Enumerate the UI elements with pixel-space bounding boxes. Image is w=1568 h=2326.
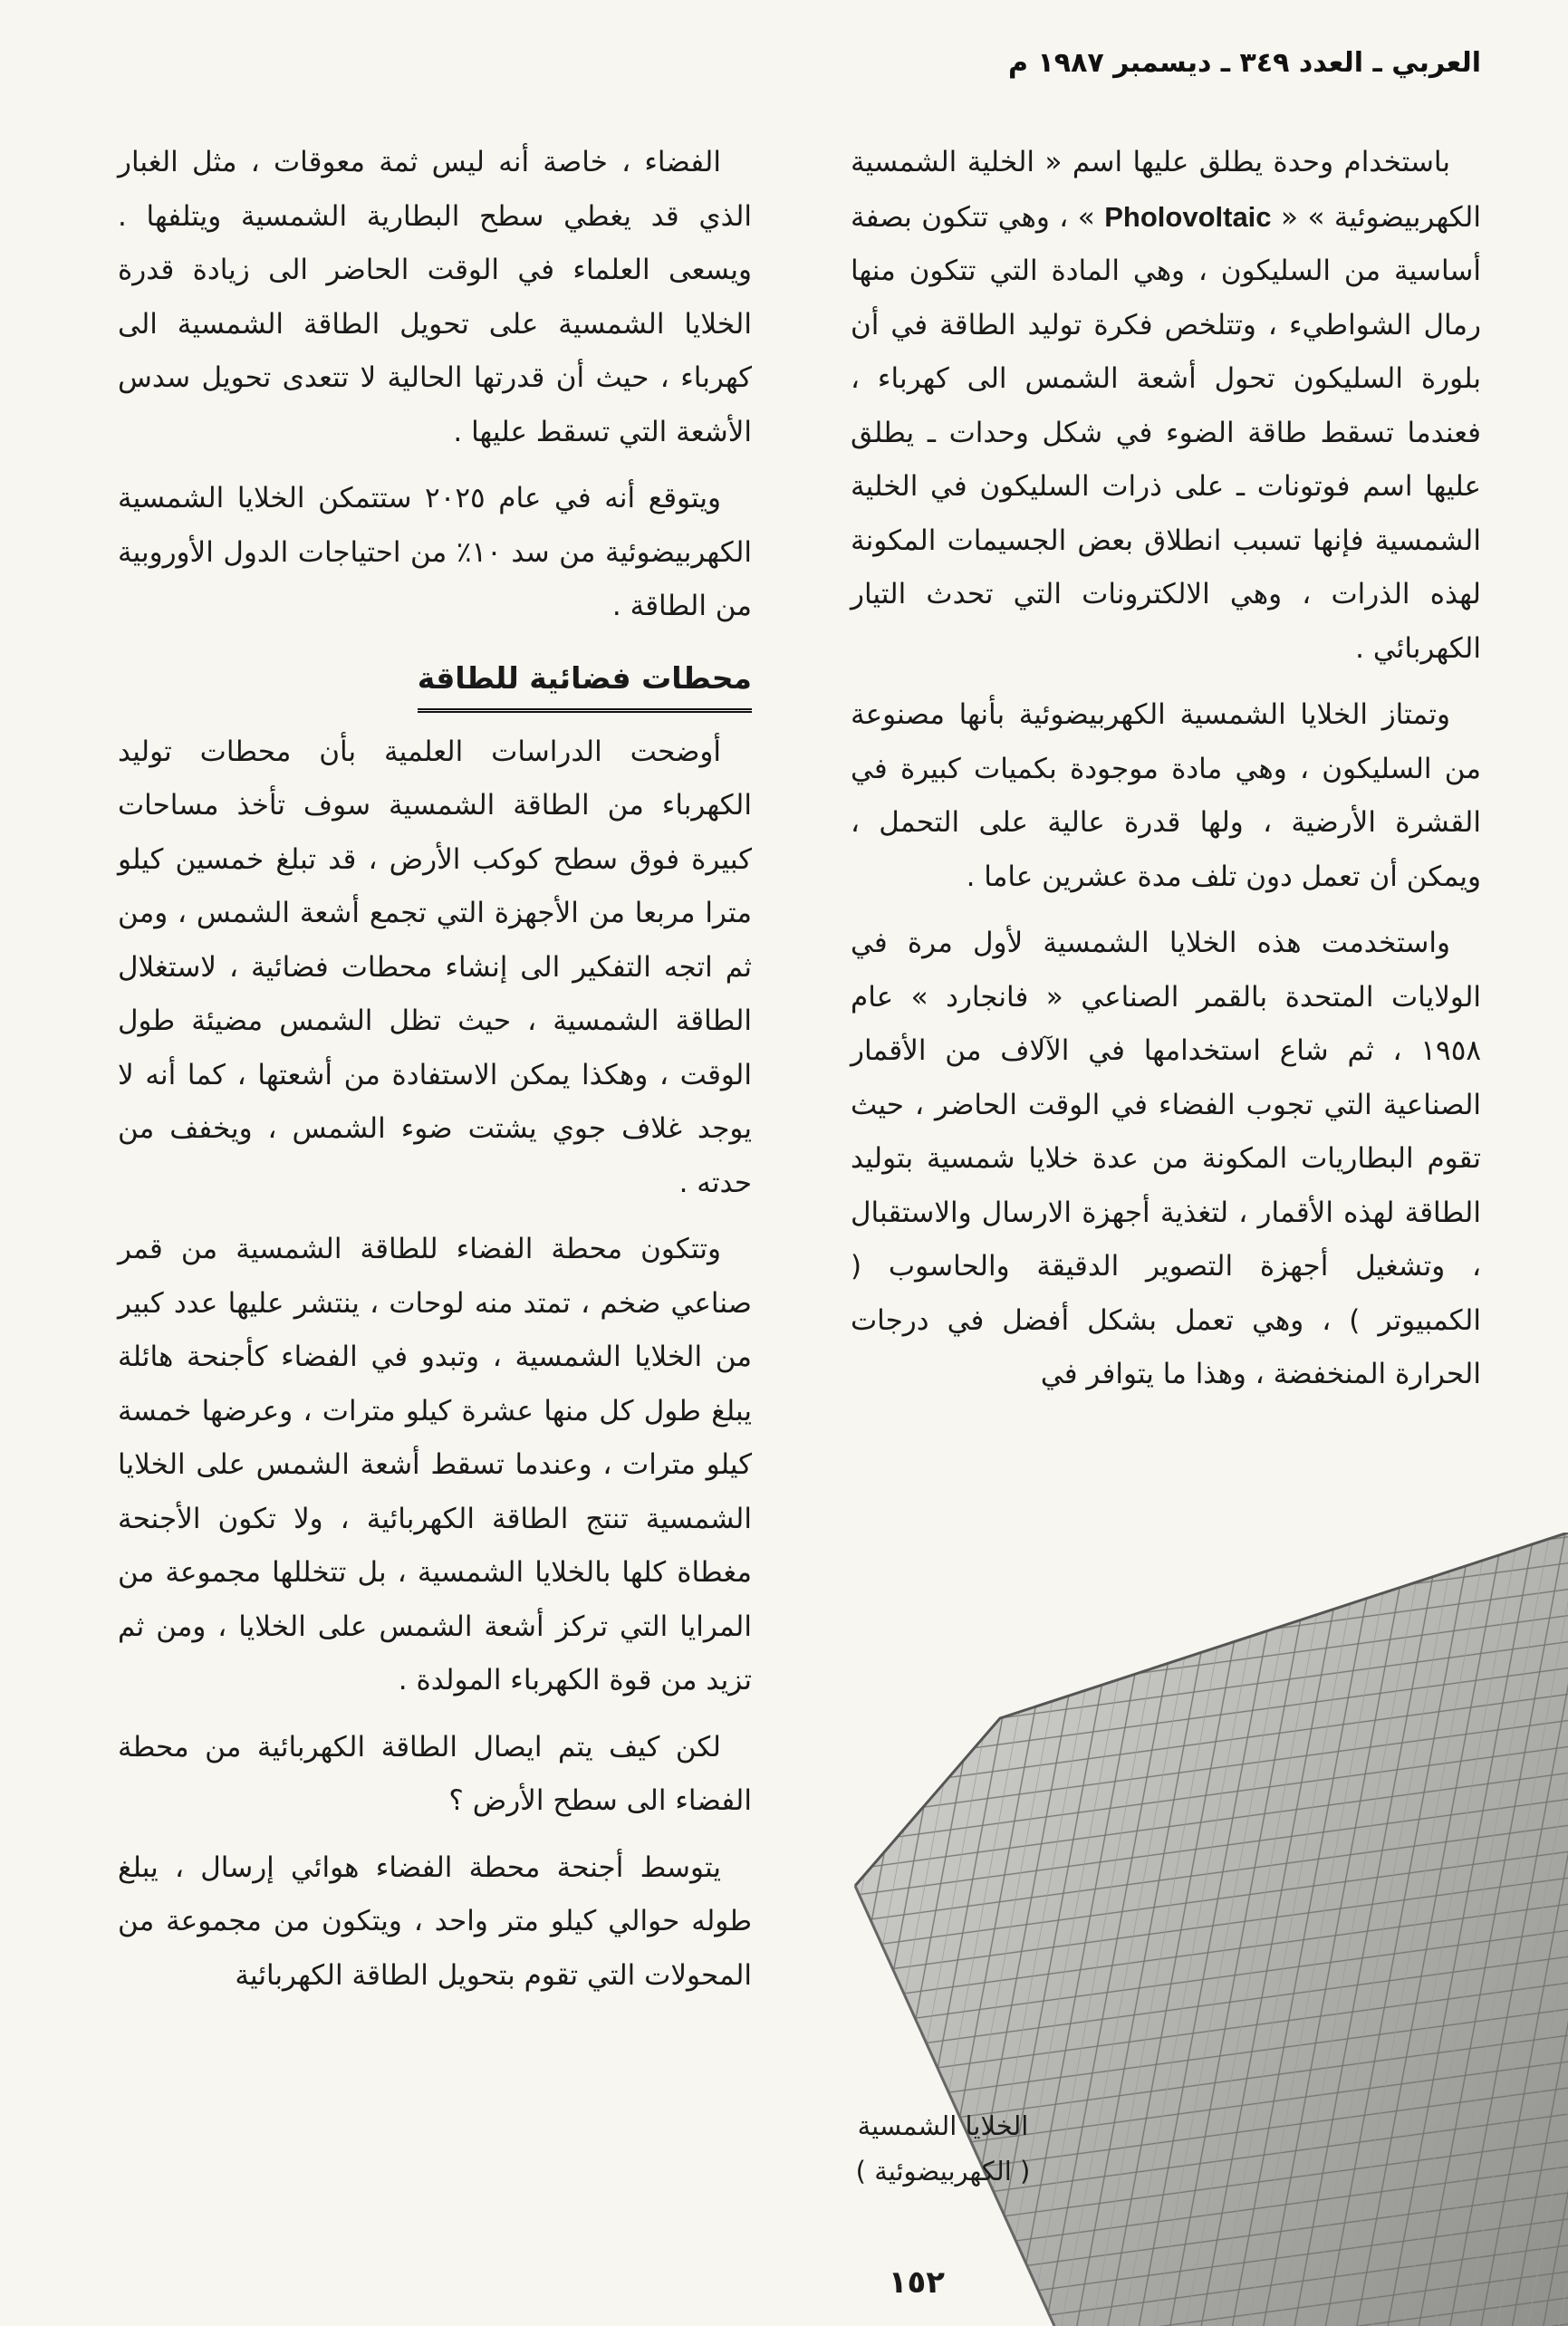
solar-panel-photo xyxy=(819,1533,1568,2326)
section-heading: محطات فضائية للطاقة xyxy=(418,650,752,713)
paragraph: الفضاء ، خاصة أنه ليس ثمة معوقات ، مثل الغبار الذي قد يغطي سطح البطارية الشمسية ويتلفها . ويسعى العلماء في الوقت الحاضر الى زيادة قدرة الخلايا الشمسية على تحويل الطاقة الشمسية الى كهرباء ، حيث أن قدرتها الحالية لا تتعدى تحويل سدس الأشعة التي تسقط عليها . xyxy=(118,146,752,448)
paragraph: أوضحت الدراسات العلمية بأن محطات توليد الكهرباء من الطاقة الشمسية سوف تأخذ مساحات كبيرة فوق سطح كوكب الأرض ، قد تبلغ خمسين كيلو مترا مربعا من الأجهزة التي تجمع أشعة الشمس ، ومن ثم اتجه التفكير الى إنشاء محطات فضائية ، لاستغلال الطاقة الشمسية ، حيث تظل الشمس مضيئة طول الوقت ، وهكذا يمكن الاستفادة من أشعتها ، كما أنه لا يوجد غلاف جوي يشتت ضوء الشمس ، ويخفف من حدته . xyxy=(118,735,752,1199)
latin-term: Pholovoltaic xyxy=(1104,200,1272,233)
section-heading-wrap xyxy=(118,647,752,726)
right-column xyxy=(851,136,1481,1415)
figure-caption xyxy=(843,2103,1043,2194)
paragraph: لكن كيف يتم ايصال الطاقة الكهربائية من محطة الفضاء الى سطح الأرض ؟ xyxy=(118,1730,752,1817)
left-column xyxy=(118,136,752,2015)
paragraph: وتتكون محطة الفضاء للطاقة الشمسية من قمر صناعي ضخم ، تمتد منه لوحات ، ينتشر عليها عدد كبير من الخلايا الشمسية ، وتبدو في الفضاء كأجنحة هائلة يبلغ طول كل منها عشرة كيلو مترات ، وعرضها خمسة كيلو مترات ، وعندما تسقط أشعة الشمس على الخلايا الشمسية تنتج الطاقة الكهربائية ، ولا تكون الأجنحة مغطاة كلها بالخلايا الشمسية ، بل تتخللها مجموعة من المرايا التي تركز أشعة الشمس على الخلايا ، ومن ثم تزيد من قوة الكهرباء المولدة . xyxy=(118,1233,752,1696)
page-number: ١٥٢ xyxy=(888,2264,945,2301)
paragraph: يتوسط أجنحة محطة الفضاء هوائي إرسال ، يبلغ طوله حوالي كيلو متر واحد ، ويتكون من مجموعة من المحولات التي تقوم بتحويل الطاقة الكهربائية xyxy=(118,1850,752,1992)
caption-line: الخلايا الشمسية xyxy=(857,2110,1029,2141)
paragraph xyxy=(851,136,1481,676)
caption-line: ( الكهربيضوئية ) xyxy=(855,2156,1031,2187)
paragraph: وتمتاز الخلايا الشمسية الكهربيضوئية بأنها مصنوعة من السليكون ، وهي مادة موجودة بكميات كبيرة في القشرة الأرضية ، ولها قدرة عالية على التحمل ، ويمكن أن تعمل دون تلف مدة عشرين عاما . xyxy=(851,698,1481,893)
paragraph-text: باستخدام وحدة يطلق عليها اسم « الخلية الشمسية الكهربيضوئية » « xyxy=(851,146,1481,234)
paragraph-text: » ، وهي تتكون بصفة أساسية من السليكون ، وهي المادة التي تتكون منها رمال الشواطيء ، وتتلخص فكرة توليد الطاقة في أن بلورة السليكون تحول أشعة الشمس الى كهرباء ، فعندما تسقط طاقة الضوء في شكل وحدات ـ يطلق عليها اسم فوتونات ـ على ذرات السليكون في الخلية الشمسية فإنها تسبب انطلاق بعض الجسيمات المكونة لهذه الذرات ، وهي الالكترونات التي تحدث التيار الكهربائي . xyxy=(851,200,1481,665)
paragraph: ويتوقع أنه في عام ٢٠٢٥ ستتمكن الخلايا الشمسية الكهربيضوئية من سد ١٠٪ من احتياجات الدول الأوروبية من الطاقة . xyxy=(118,482,752,622)
paragraph: واستخدمت هذه الخلايا الشمسية لأول مرة في الولايات المتحدة بالقمر الصناعي « فانجارد » عام ١٩٥٨ ، ثم شاع استخدامها في الآلاف من الأقمار الصناعية التي تجوب الفضاء في الوقت الحاضر ، حيث تقوم البطاريات المكونة من عدة خلايا شمسية بتوليد الطاقة لهذه الأقمار ، لتغذية أجهزة الارسال والاستقبال ، وتشغيل أجهزة التصوير الدقيقة والحاسوب ( الكمبيوتر ) ، وهي تعمل بشكل أفضل في درجات الحرارة المنخفضة ، وهذا ما يتوافر في xyxy=(851,927,1481,1390)
solar-cell-grid xyxy=(855,1533,1568,2326)
running-head: العربي ـ العدد ٣٤٩ ـ ديسمبر ١٩٨٧ م xyxy=(1008,47,1481,79)
